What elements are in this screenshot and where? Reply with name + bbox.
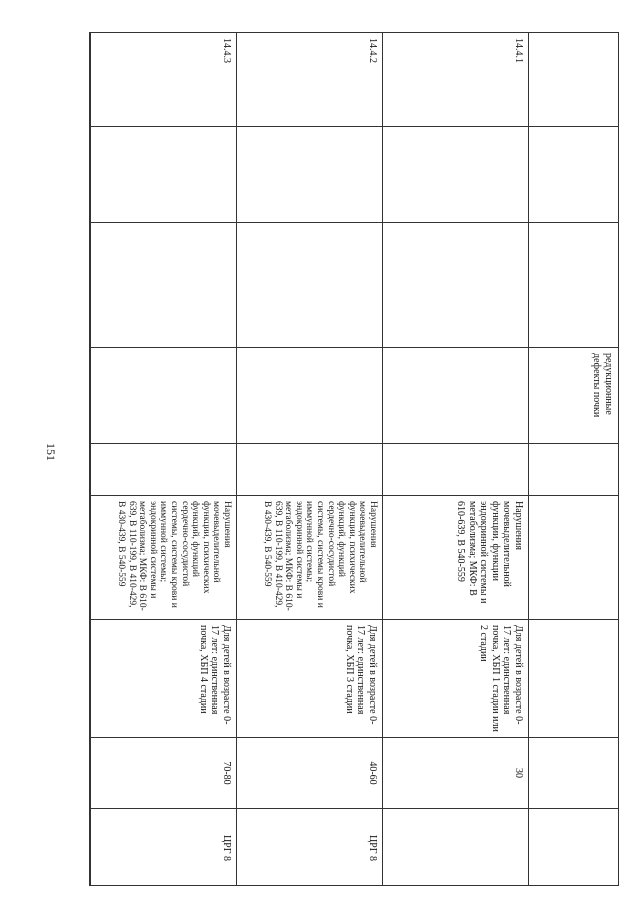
conditions-text: Для детей в возрасте 0-17 лет: единственная почка, ХБП 4 стадии — [198, 625, 232, 725]
row-cell — [91, 443, 236, 495]
category-cell — [237, 808, 382, 887]
header-cell-2 — [529, 126, 618, 222]
conditions-cell — [237, 619, 382, 737]
percent-value: 70-80 — [221, 761, 232, 785]
header-cell-defects — [529, 347, 618, 443]
row-cell — [383, 443, 528, 495]
table-header-row — [529, 33, 618, 885]
row-id-cell — [91, 33, 236, 126]
row-id-cell — [383, 33, 528, 126]
header-cell-category — [529, 808, 618, 887]
row-cell — [383, 222, 528, 347]
percent-cell — [383, 737, 528, 808]
header-label-defects: редукционные дефекты почки — [591, 353, 614, 418]
header-cell-percent — [529, 737, 618, 808]
percent-value: 30 — [513, 768, 524, 778]
header-cell-3 — [529, 222, 618, 347]
row-cell — [383, 126, 528, 222]
category-value: ЦРГ 8 — [221, 834, 232, 862]
page-number: 151 — [44, 443, 58, 461]
conditions-text: Для детей в возрасте 0-17 лет: единственная почка, ХБП 3 стадии — [344, 625, 378, 725]
table-row — [91, 33, 237, 885]
row-cell — [383, 347, 528, 443]
impairments-text: Нарушения мочевыделительной функции, психических функций, функций сердечно-сосудистой системы, системы крови и иммунной системы; эндокринной системы и метаболизма; МКФ: В 610-639, В 110-199, В 410-429, В 430-439, В 540-559 — [116, 501, 232, 611]
row-id: 14.4.2 — [367, 38, 378, 63]
conditions-cell — [91, 619, 236, 737]
row-id: 14.4.3 — [221, 38, 232, 63]
table-row — [237, 33, 383, 885]
table-row — [383, 33, 529, 885]
impairments-cell — [91, 495, 236, 619]
conditions-cell — [383, 619, 528, 737]
impairments-text: Нарушения мочевыделительной функции, функции эндокринной системы и метаболизма; МКФ: В 610-639, В 540-559 — [455, 501, 524, 604]
percent-cell — [91, 737, 236, 808]
header-cell-impairments — [529, 495, 618, 619]
row-cell — [237, 222, 382, 347]
row-id: 14.4.1 — [513, 38, 524, 63]
conditions-text: Для детей в возрасте 0-17 лет: единственная почка, ХБП 1 стадии или 2 стадии — [478, 625, 524, 732]
document-sheet — [89, 32, 619, 886]
impairments-cell — [383, 495, 528, 619]
table-row — [88, 33, 91, 885]
row-cell — [91, 222, 236, 347]
percent-value: 40-60 — [367, 761, 378, 785]
category-cell — [91, 808, 236, 887]
percent-cell — [237, 737, 382, 808]
header-cell-id — [529, 33, 618, 126]
disability-criteria-table — [89, 32, 619, 886]
impairments-cell — [237, 495, 382, 619]
category-cell — [383, 808, 528, 887]
row-cell — [237, 126, 382, 222]
row-id-cell — [237, 33, 382, 126]
category-value: ЦРГ 8 — [367, 834, 378, 862]
row-cell — [237, 347, 382, 443]
header-cell-5 — [529, 443, 618, 495]
header-cell-conditions — [529, 619, 618, 737]
row-cell — [237, 443, 382, 495]
row-cell — [91, 126, 236, 222]
impairments-text: Нарушения мочевыделительной функции, психических функций, функций сердечно-сосудистой системы, системы крови и иммунной системы; эндокринной системы и метаболизма; МКФ: В 610-639, В 110-199, В 410-429, В 430-439, В 540-559 — [262, 501, 378, 611]
row-cell — [91, 347, 236, 443]
